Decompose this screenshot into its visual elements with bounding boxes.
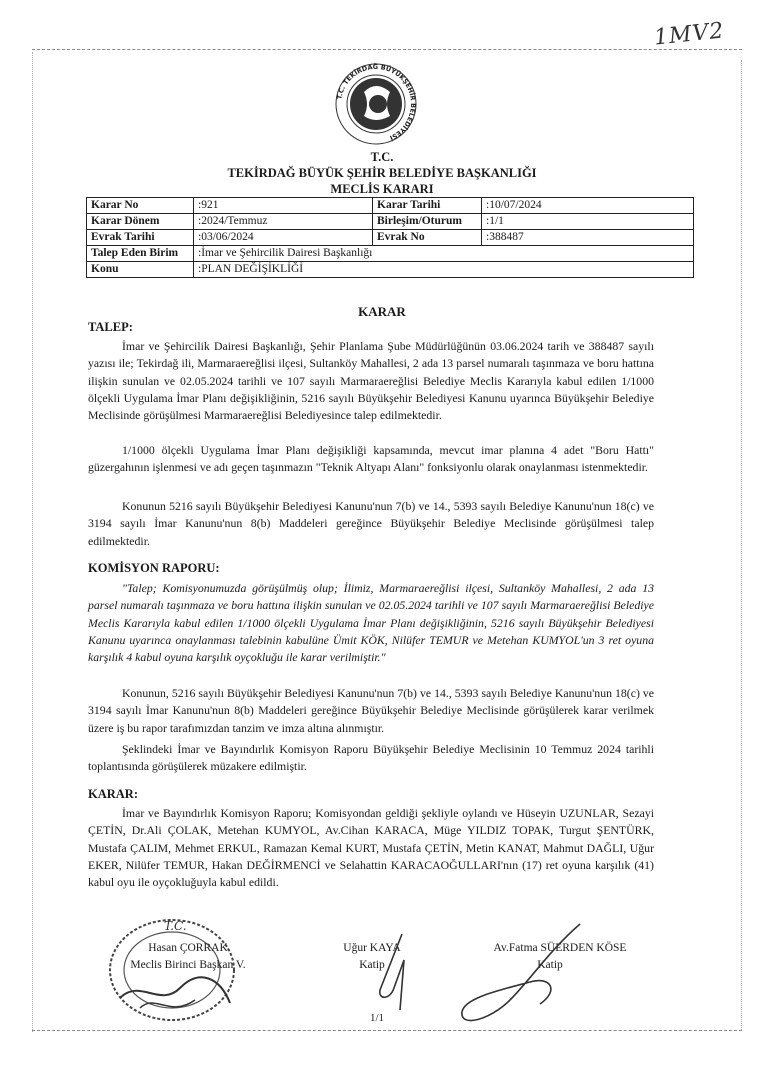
table-row — [87, 214, 694, 230]
right-scan-border — [741, 60, 742, 1030]
birlesim-value: :1/1 — [482, 214, 694, 230]
karar-donem-label: Karar Dönem — [87, 214, 194, 230]
top-scan-border — [32, 49, 742, 50]
table-row — [87, 230, 694, 246]
talep-paragraph-3: Konunun 5216 sayılı Büyükşehir Belediyesi Kanunu'nun 7(b) ve 14., 5393 sayılı Belediye Kanunu'nun 18(c) ve 3194 sayılı İmar Kanunu'nun 8(b) Maddeleri gereğince Büyükşehir Belediye Meclisinde görüşülmesi talep edilmektedir. — [88, 499, 654, 548]
evrak-no-label: Evrak No — [373, 230, 482, 246]
birlesim-label: Birleşim/Oturum — [373, 214, 482, 230]
clerk-1-signature-title: Katip — [359, 959, 385, 971]
municipality-logo-icon — [334, 62, 418, 146]
header-doc-type: MECLİS KARARI — [330, 182, 434, 196]
logo-ring-text: T.C. TEKİRDAĞ BÜYÜKŞEHİR BELEDİYESİ — [335, 62, 418, 142]
talep-paragraph-2: 1/1000 ölçekli Uygulama İmar Planı değişikliği kapsamında, mevcut imar planına 4 adet "Boru Hattı" güzergahının işlenmesi ve adı geçen taşınmazın "Teknik Altyapı Alanı" fonksiyonlu olarak onaylanması istenmektedir. — [88, 443, 654, 475]
karar-no-value: :921 — [194, 198, 373, 214]
page-number: 1/1 — [370, 1012, 385, 1024]
handwritten-reference: 1MV2 — [652, 18, 726, 51]
chair-signature-title: Meclis Birinci Başkan V. — [130, 959, 246, 971]
komisyon-paragraph-1: "Talep; Komisyonumuzda görüşülmüş olup; İlimiz, Marmaraereğlisi ilçesi, Sultanköy Mahallesi, 2 ada 13 parsel numaralı taşınmaza ve boru hattına ilişkin sunulan ve 02.05.2024 tarihli ve 107 sayılı Marmaraereğlisi Belediye Meclis Kararıyla kabul edilen 1/1000 ölçekli Uygulama İmar Planı değişikliğinin, 5216 sayılı Büyükşehir Belediyesi Kanunu uyarınca onaylanması talebinin kabulüne Ümit KÖK, Nilüfer TEMUR ve Metehan KUMYOL'un 3 ret oyuna karşılık 4 kabul oyuna karşılık oyçokluğu ile karar verilmiştir." — [88, 581, 654, 665]
table-row — [87, 198, 694, 214]
svg-text:T.C.: T.C. — [164, 919, 187, 933]
karar-donem-value: :2024/Temmuz — [194, 214, 373, 230]
komisyon-heading: KOMİSYON RAPORU: — [88, 561, 220, 575]
bottom-scan-border — [32, 1030, 742, 1031]
clerk-1-signature-scribble-icon — [350, 930, 420, 1020]
evrak-tarihi-label: Evrak Tarihi — [87, 230, 194, 246]
clerk-2-signature-name: Av.Fatma SÜERDEN KÖSE — [493, 942, 627, 954]
konu-value: :PLAN DEĞİŞİKLİĞİ — [194, 262, 694, 278]
clerk-2-signature-scribble-icon — [450, 920, 600, 1030]
karar-section-heading: KARAR: — [88, 787, 138, 801]
talep-eden-value: :İmar ve Şehircilik Dairesi Başkanlığı — [194, 246, 694, 262]
talep-eden-label: Talep Eden Birim — [87, 246, 194, 262]
chair-signature-name: Hasan ÇORRAK — [148, 942, 228, 954]
talep-heading: TALEP: — [88, 320, 133, 334]
evrak-tarihi-value: :03/06/2024 — [194, 230, 373, 246]
clerk-1-signature-name: Uğur KAYA — [343, 942, 401, 954]
header-institution: TEKİRDAĞ BÜYÜK ŞEHİR BELEDİYE BAŞKANLIĞI — [227, 166, 537, 180]
komisyon-paragraph-2: Konunun, 5216 sayılı Büyükşehir Belediyesi Kanunu'nun 7(b) ve 14., 5393 sayılı Belediye Kanunu'nun 18(c) ve 3194 sayılı İmar Kanunu'nun 8(b) Maddeleri gereğince Büyükşehir Belediye Meclisinde görüşülerek karar verilmek üzere iş bu rapor tarafımızdan tanzim ve imza altına alınmıştır. — [88, 686, 654, 735]
decision-meta-table — [86, 197, 694, 278]
talep-paragraph-1: İmar ve Şehircilik Dairesi Başkanlığı, Şehir Planlama Şube Müdürlüğünün 03.06.2024 tarih ve 388487 sayılı yazısı ile; Tekirdağ ili, Marmaraereğlisi ilçesi, Sultanköy Mahallesi, 2 ada 13 parsel numaralı taşınmaza ve boru hattına ilişkin sunulan ve 02.05.2024 tarihli ve 107 sayılı Marmaraereğlisi Belediye Meclis Kararıyla kabul edilen 1/1000 ölçekli Uygulama İmar Planı değişikliğinin, 5216 sayılı Büyükşehir Belediyesi Kanunu uyarınca Büyükşehir Belediye Meclisinde görüşülmesi Marmaraereğlisi Belediyesince talep edilmektedir. — [88, 339, 654, 423]
karar-tarihi-label: Karar Tarihi — [373, 198, 482, 214]
komisyon-paragraph-3: Şeklindeki İmar ve Bayındırlık Komisyon Raporu Büyükşehir Belediye Meclisinin 10 Temmuz 2024 tarihli toplantısında görüşülerek müzakere edilmiştir. — [88, 742, 654, 774]
karar-paragraph-1: İmar ve Bayındırlık Komisyon Raporu; Komisyondan geldiği şekliyle oylandı ve Hüseyin UZUNLAR, Sezayi ÇETİN, Dr.Ali ÇOLAK, Metehan KUMYOL, Av.Cihan KARACA, Müge YILDIZ TOPAK, Turgut ŞENTÜRK, Mustafa ÇALIM, Mehmet ERKUL, Ramazan Kemal KURT, Mustafa ÇETİN, Metin KANAT, Mahmut DAĞLI, Uğur EKER, Nilüfer TEMUR, Hakan DEĞİRMENCİ ve Selahattin KARACAOĞULLARI'nın (17) ret oyuna karşılık (41) kabul oyu ile oyçokluğuyla kabul edildi. — [88, 806, 654, 890]
left-scan-border — [32, 52, 33, 1032]
konu-label: Konu — [87, 262, 194, 278]
table-row — [87, 246, 694, 262]
karar-no-label: Karar No — [87, 198, 194, 214]
karar-heading: KARAR — [358, 304, 406, 319]
header-tc: T.C. — [370, 150, 394, 164]
clerk-2-signature-title: Katip — [537, 959, 563, 971]
table-row — [87, 262, 694, 278]
karar-tarihi-value: :10/07/2024 — [482, 198, 694, 214]
evrak-no-value: :388487 — [482, 230, 694, 246]
